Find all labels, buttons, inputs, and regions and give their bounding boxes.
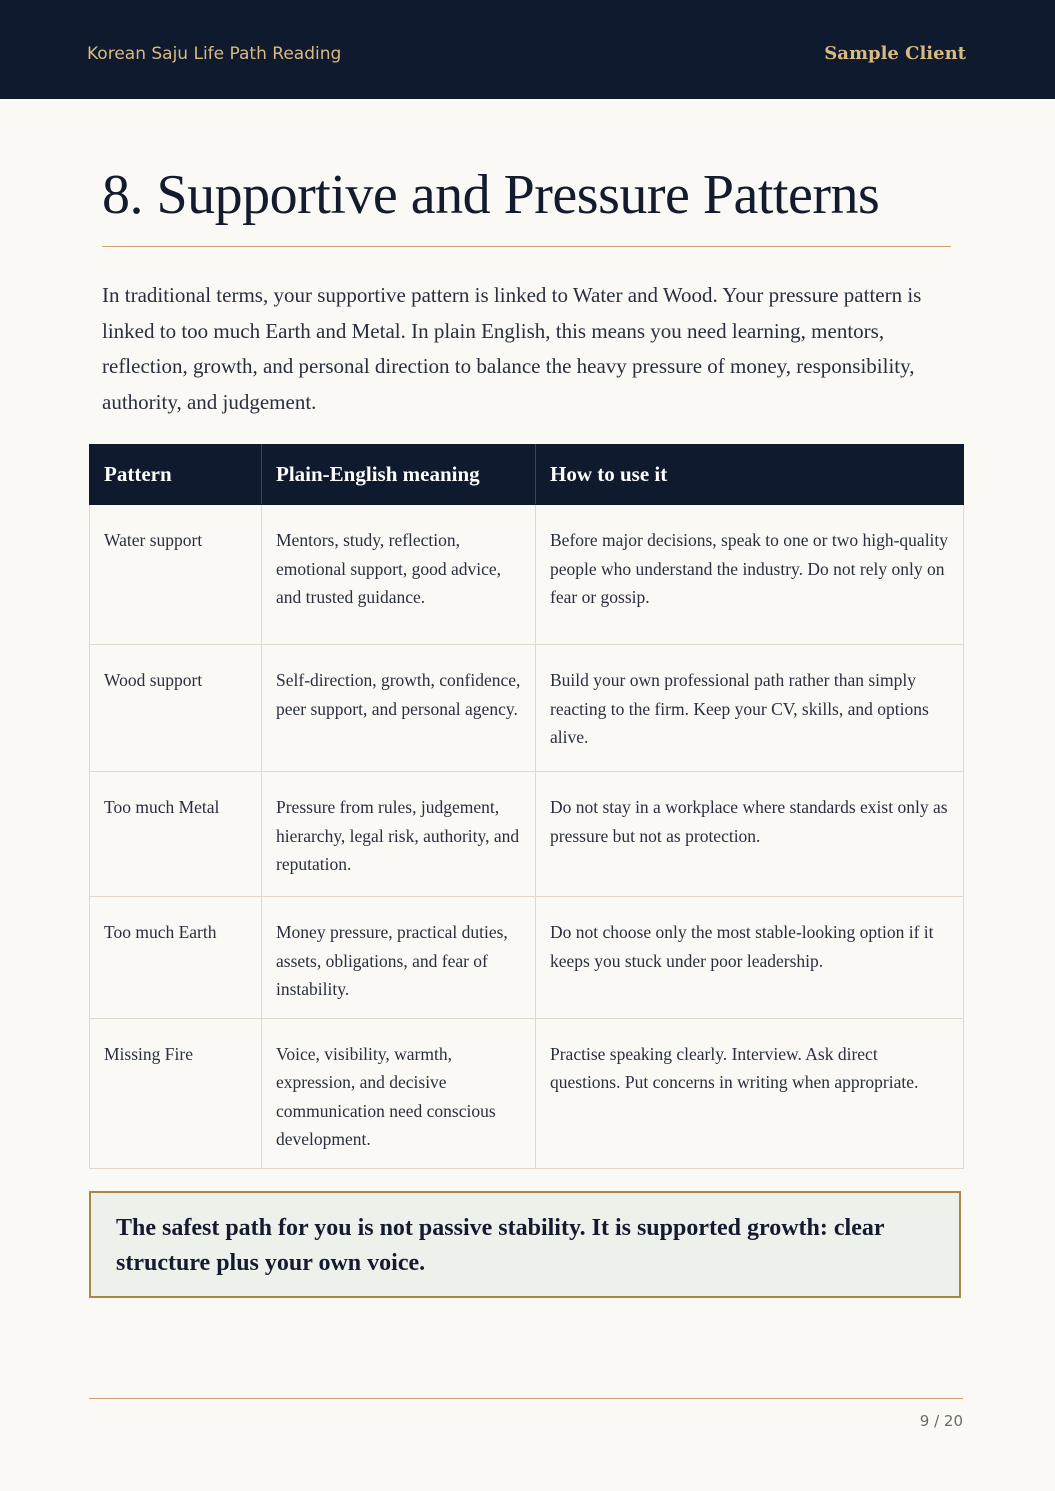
pattern-cell: Wood support (90, 645, 262, 772)
pattern-cell: Water support (90, 505, 262, 645)
footer-divider (89, 1398, 963, 1399)
meaning-cell: Mentors, study, reflection, emotional support, good advice, and trusted guidance. (262, 505, 536, 645)
use-cell: Do not choose only the most stable-looking option if it keeps you stuck under poor leadership. (536, 897, 964, 1019)
table-row (90, 897, 964, 1019)
pattern-cell: Too much Metal (90, 772, 262, 897)
pattern-cell: Too much Earth (90, 897, 262, 1019)
meaning-cell: Money pressure, practical duties, assets, obligations, and fear of instability. (262, 897, 536, 1019)
meaning-cell: Self-direction, growth, confidence, peer support, and personal agency. (262, 645, 536, 772)
report-title: Korean Saju Life Path Reading (87, 44, 342, 64)
page-title: 8. Supportive and Pressure Patterns (102, 164, 880, 226)
table-row (90, 772, 964, 897)
page-number: 9 / 20 (919, 1412, 963, 1430)
table-row (90, 645, 964, 772)
use-cell: Practise speaking clearly. Interview. Ask direct questions. Put concerns in writing when appropriate. (536, 1018, 964, 1168)
use-cell: Build your own professional path rather than simply reacting to the firm. Keep your CV, skills, and options alive. (536, 645, 964, 772)
meaning-cell: Voice, visibility, warmth, expression, and decisive communication need conscious development. (262, 1018, 536, 1168)
client-name: Sample Client (824, 43, 966, 64)
callout-text: The safest path for you is not passive stability. It is supported growth: clear structure plus your own voice. (116, 1215, 885, 1276)
column-header-pattern: Pattern (90, 445, 262, 505)
meaning-cell: Pressure from rules, judgement, hierarchy, legal risk, authority, and reputation. (262, 772, 536, 897)
column-header-meaning: Plain-English meaning (262, 445, 536, 505)
use-cell: Before major decisions, speak to one or two high-quality people who understand the industry. Do not rely only on fear or gossip. (536, 505, 964, 645)
use-cell: Do not stay in a workplace where standards exist only as pressure but not as protection. (536, 772, 964, 897)
top-header-bar (0, 0, 1055, 99)
pattern-cell: Missing Fire (90, 1018, 262, 1168)
table-row (90, 1018, 964, 1168)
table-header-row (90, 445, 964, 505)
intro-paragraph: In traditional terms, your supportive pattern is linked to Water and Wood. Your pressure pattern is linked to too much Earth and Metal. In plain English, this means you need learning, mentors, reflection, growth, and personal direction to balance the heavy pressure of money, responsibility, authority, and judgement. (102, 283, 922, 414)
title-divider (102, 246, 951, 247)
patterns-table (89, 444, 964, 1169)
key-insight-callout (89, 1191, 961, 1298)
table-row (90, 505, 964, 645)
column-header-use: How to use it (536, 445, 964, 505)
